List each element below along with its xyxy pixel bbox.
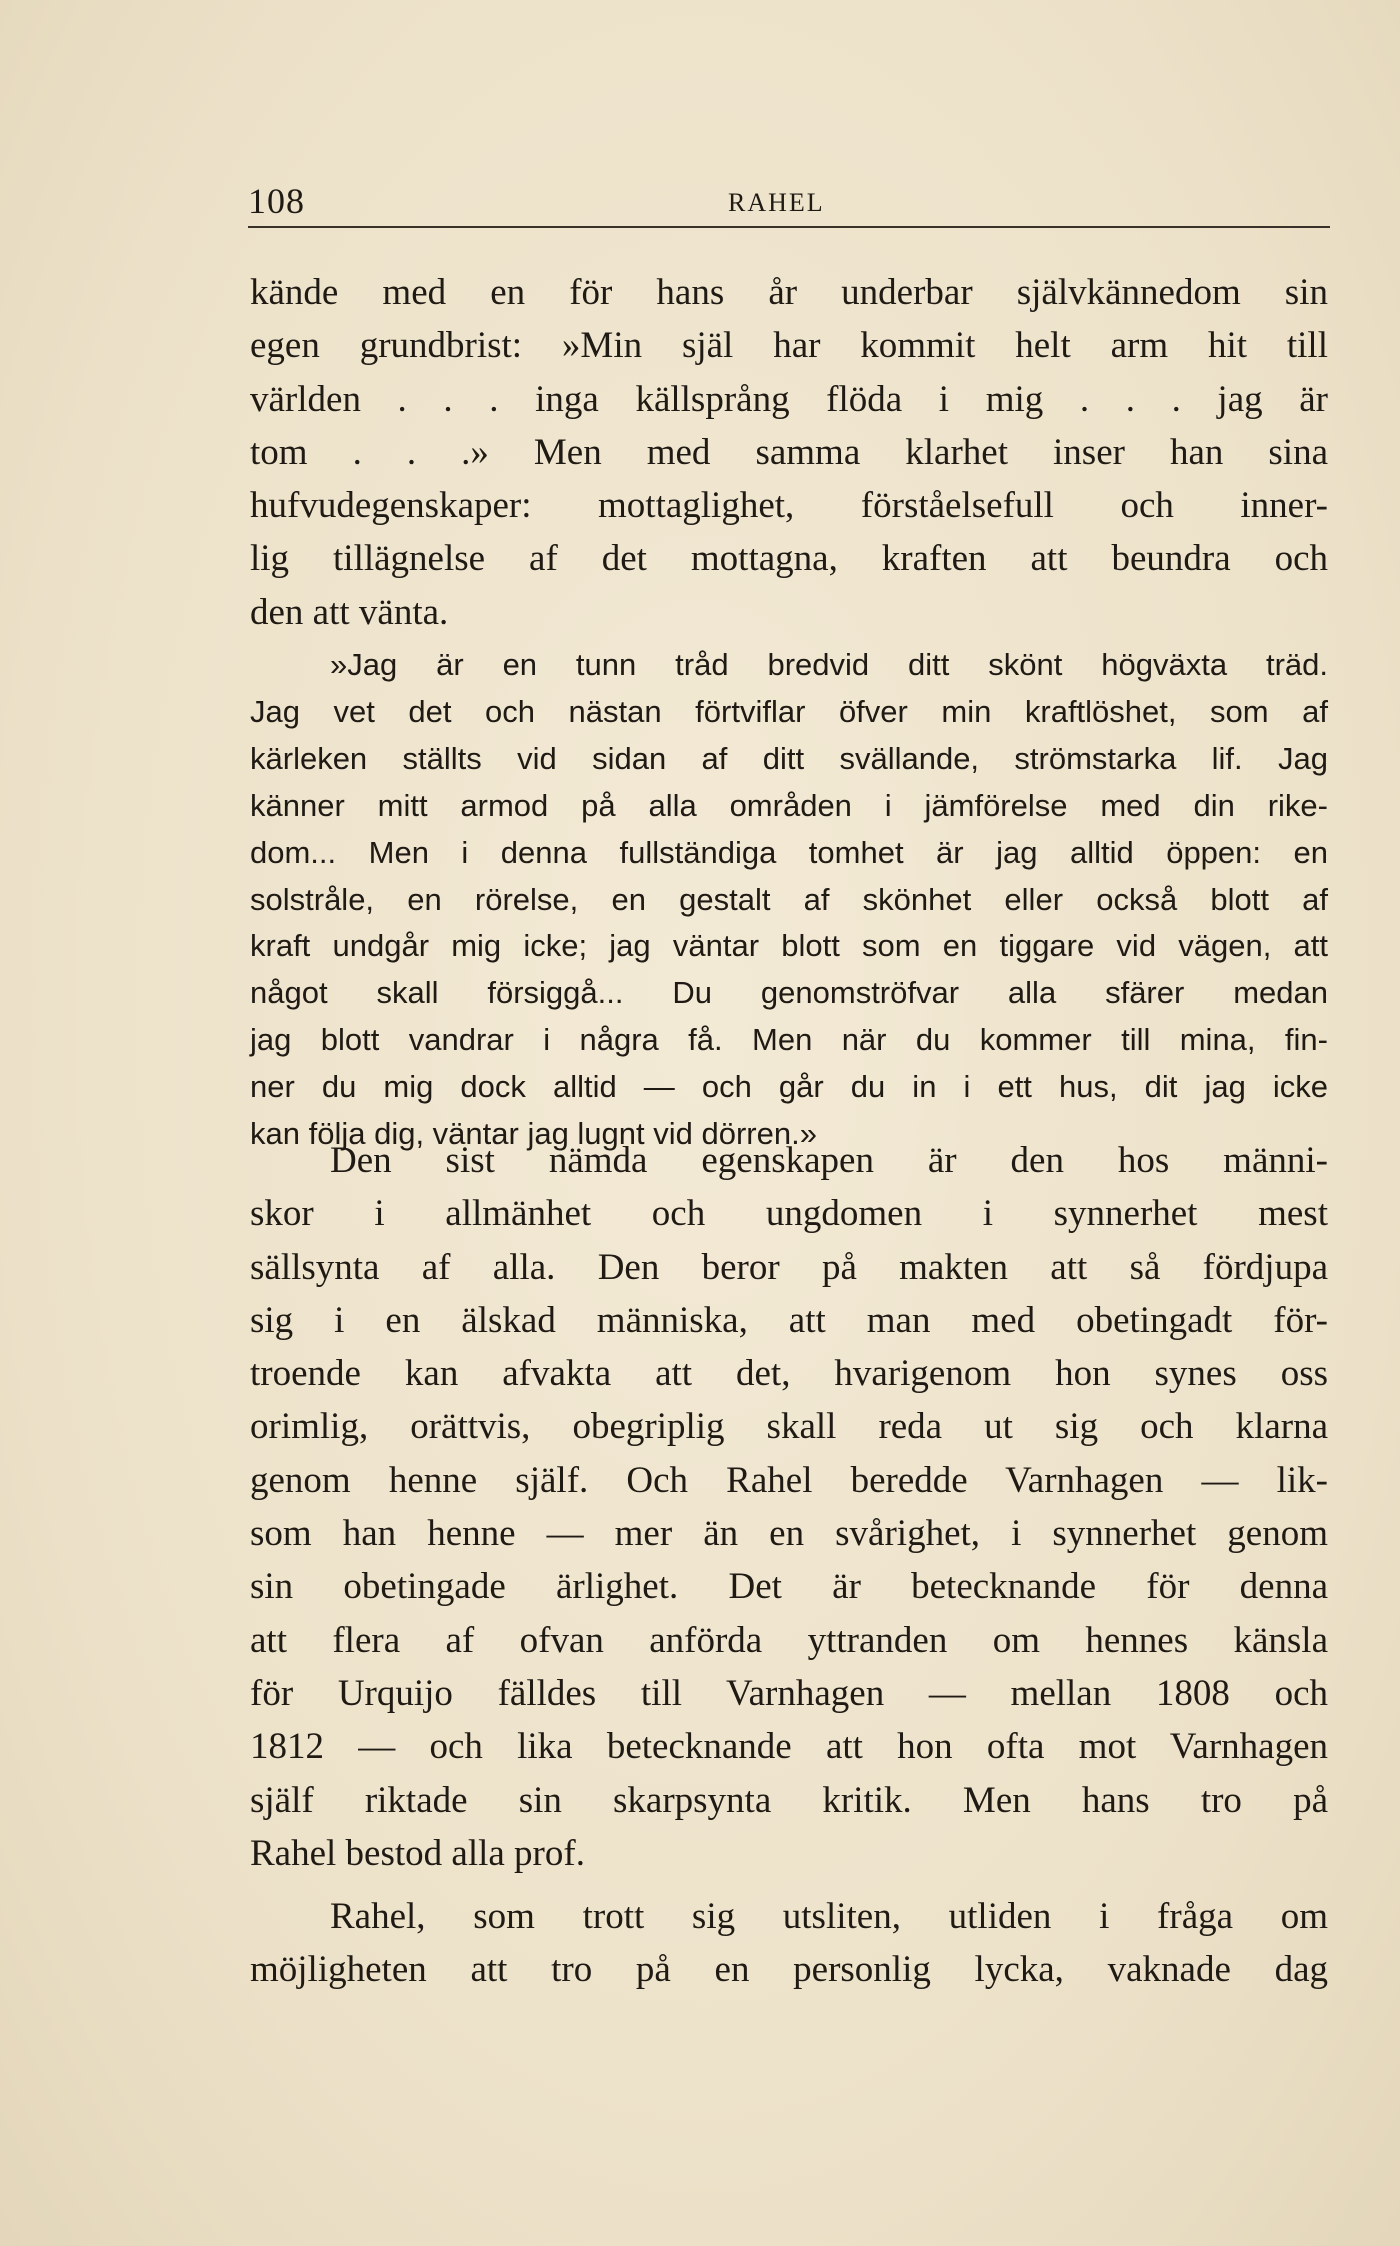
text-line: att flera af ofvan anförda yttranden om hennes känsla: [250, 1619, 1328, 1661]
text-line: tom . . .» Men med samma klarhet inser han sina: [250, 431, 1328, 473]
text-line: orimlig, orättvis, obegriplig skall reda ut sig och klarna: [250, 1406, 1328, 1448]
text-line: för Urquijo fälldes till Varnhagen — mellan 1808 och: [250, 1672, 1328, 1714]
text-line: lig tillägnelse af det mottagna, kraften att beundra och: [250, 538, 1328, 580]
text-line: Den sist nämda egenskapen är den hos männi-: [330, 1140, 1328, 1181]
text-line: den att vänta.: [250, 591, 449, 633]
text-line: sällsynta af alla. Den beror på makten att så fördjupa: [250, 1246, 1328, 1288]
header-rule: [248, 226, 1330, 228]
text-line: världen . . . inga källsprång flöda i mig . . . jag är: [250, 378, 1328, 420]
text-line: Rahel, som trott sig utsliten, utliden i fråga om: [330, 1896, 1328, 1937]
text-line: kan följa dig, väntar jag lugnt vid dörren.»: [250, 1116, 817, 1152]
text-line: sig i en älskad människa, att man med obetingadt för-: [250, 1299, 1328, 1341]
text-line: egen grundbrist: »Min själ har kommit helt arm hit till: [250, 325, 1328, 367]
page-header: [248, 180, 1330, 230]
text-line: genom henne själf. Och Rahel beredde Varnhagen — lik-: [250, 1459, 1328, 1501]
quotation-block: [250, 642, 1328, 1158]
text-line: Rahel bestod alla prof.: [250, 1832, 585, 1874]
text-line: sin obetingade ärlighet. Det är betecknande för denna: [250, 1566, 1328, 1608]
running-head: RAHEL: [728, 188, 825, 217]
paragraph-2: [250, 1134, 1328, 1880]
text-line: känner mitt armod på alla områden i jämförelse med din rike-: [250, 787, 1328, 823]
text-line: »Jag är en tunn tråd bredvid ditt skönt högväxta träd.: [330, 647, 1328, 682]
paragraph-1: [250, 266, 1328, 639]
text-line: dom... Men i denna fullständiga tomhet är jag alltid öppen: en: [250, 834, 1328, 870]
text-line: Jag vet det och nästan förtviflar öfver min kraftlöshet, som af: [250, 693, 1328, 729]
text-line: möjligheten att tro på en personlig lycka, vaknade dag: [250, 1949, 1328, 1991]
text-line: kraft undgår mig icke; jag väntar blott som en tiggare vid vägen, att: [250, 928, 1328, 964]
page-number: 108: [248, 181, 305, 221]
paragraph-3: [250, 1890, 1328, 1997]
text-line: som han henne — mer än en svårighet, i synnerhet genom: [250, 1513, 1328, 1555]
text-line: troende kan afvakta att det, hvarigenom hon synes oss: [250, 1353, 1328, 1395]
text-line: solstråle, en rörelse, en gestalt af skönhet eller också blott af: [250, 881, 1328, 917]
text-line: 1812 — och lika betecknande att hon ofta mot Varnhagen: [250, 1726, 1328, 1768]
text-line: hufvudegenskaper: mottaglighet, förståelsefull och inner-: [250, 485, 1328, 527]
text-line: jag blott vandrar i några få. Men när du kommer till mina, fin-: [250, 1022, 1328, 1058]
text-line: kände med en för hans år underbar självkännedom sin: [250, 272, 1328, 313]
text-line: något skall försiggå... Du genomströfvar alla sfärer medan: [250, 975, 1328, 1011]
text-line: kärleken ställts vid sidan af ditt svällande, strömstarka lif. Jag: [250, 740, 1328, 776]
text-line: själf riktade sin skarpsynta kritik. Men hans tro på: [250, 1779, 1328, 1821]
text-line: skor i allmänhet och ungdomen i synnerhet mest: [250, 1193, 1328, 1235]
text-line: ner du mig dock alltid — och går du in i ett hus, dit jag icke: [250, 1069, 1328, 1105]
